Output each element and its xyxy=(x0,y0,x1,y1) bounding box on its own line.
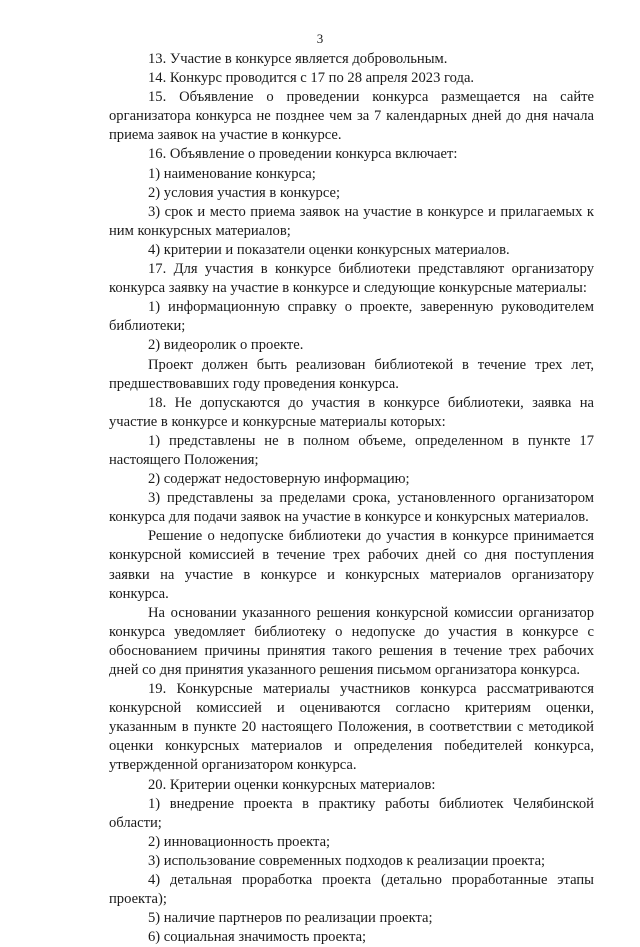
document-body xyxy=(109,50,594,947)
paragraph-19: 19. Конкурсные материалы участников конкурса рассматриваются конкурсной комиссией и оцениваются согласно критериям оценки, указанным в пункте 20 настоящего Положения, в соответствии с методикой оценки конкурсных материалов и определения победителей конкурса, утвержденной организатором конкурса. xyxy=(109,681,594,774)
list-item: 1) внедрение проекта в практику работы библиотек Челябинской области; xyxy=(109,795,594,831)
list-item: 2) инновационность проекта; xyxy=(148,833,331,850)
list-item: 3) представлены за пределами срока, установленного организатором конкурса для подачи заявок на участие в конкурсе и конкурсных материалов. xyxy=(109,490,594,526)
paragraph-15: 15. Объявление о проведении конкурса размещается на сайте организатора конкурса не позднее чем за 7 календарных дней до дня начала приема заявок на участие в конкурсе. xyxy=(109,89,594,144)
paragraph-18: 18. Не допускаются до участия в конкурсе библиотеки, заявка на участие в конкурсе и конкурсные материалы которых: xyxy=(109,394,594,430)
list-item: 2) видеоролик о проекте. xyxy=(148,337,304,354)
paragraph-16: 16. Объявление о проведении конкурса включает: xyxy=(148,146,458,163)
paragraph-text: На основании указанного решения конкурсной комиссии организатор конкурса уведомляет библиотеку о недопуске до участия в конкурсе с обоснованием причины принятия такого решения в течение трех рабочих дней со дня принятия указанного решения письмом организатора конкурса. xyxy=(109,604,594,678)
paragraph-text: Проект должен быть реализован библиотекой в течение трех лет, предшествовавших году проведения конкурса. xyxy=(109,356,594,392)
list-item: 1) информационную справку о проекте, заверенную руководителем библиотеки; xyxy=(109,299,594,335)
paragraph-17: 17. Для участия в конкурсе библиотеки представляют организатору конкурса заявку на участие в конкурсе и следующие конкурсные материалы: xyxy=(109,261,594,297)
page-number: 3 xyxy=(316,31,324,46)
paragraph-14: 14. Конкурс проводится с 17 по 28 апреля 2023 года. xyxy=(148,70,475,87)
list-item: 1) представлены не в полном объеме, определенном в пункте 17 настоящего Положения; xyxy=(109,432,594,468)
list-item: 2) содержат недостоверную информацию; xyxy=(148,471,410,488)
paragraph-20: 20. Критерии оценки конкурсных материалов: xyxy=(148,776,436,793)
list-item: 1) наименование конкурса; xyxy=(148,165,316,182)
list-item: 5) наличие партнеров по реализации проекта; xyxy=(148,910,433,927)
list-item: 6) социальная значимость проекта; xyxy=(148,929,367,946)
paragraph-13: 13. Участие в конкурсе является добровольным. xyxy=(148,51,448,67)
list-item: 4) детальная проработка проекта (детально проработанные этапы проекта); xyxy=(109,872,594,908)
paragraph-text: Решение о недопуске библиотеки до участия в конкурсе принимается конкурсной комиссией в течение трех рабочих дней со дня поступления заявки на участие в конкурсе и конкурсных материалов организатору конкурса. xyxy=(109,528,594,602)
list-item: 4) критерии и показатели оценки конкурсных материалов. xyxy=(148,241,510,258)
list-item: 3) срок и место приема заявок на участие в конкурсе и прилагаемых к ним конкурсных материалов; xyxy=(109,203,594,239)
list-item: 3) использование современных подходов к реализации проекта; xyxy=(148,852,546,869)
list-item: 2) условия участия в конкурсе; xyxy=(148,184,341,201)
